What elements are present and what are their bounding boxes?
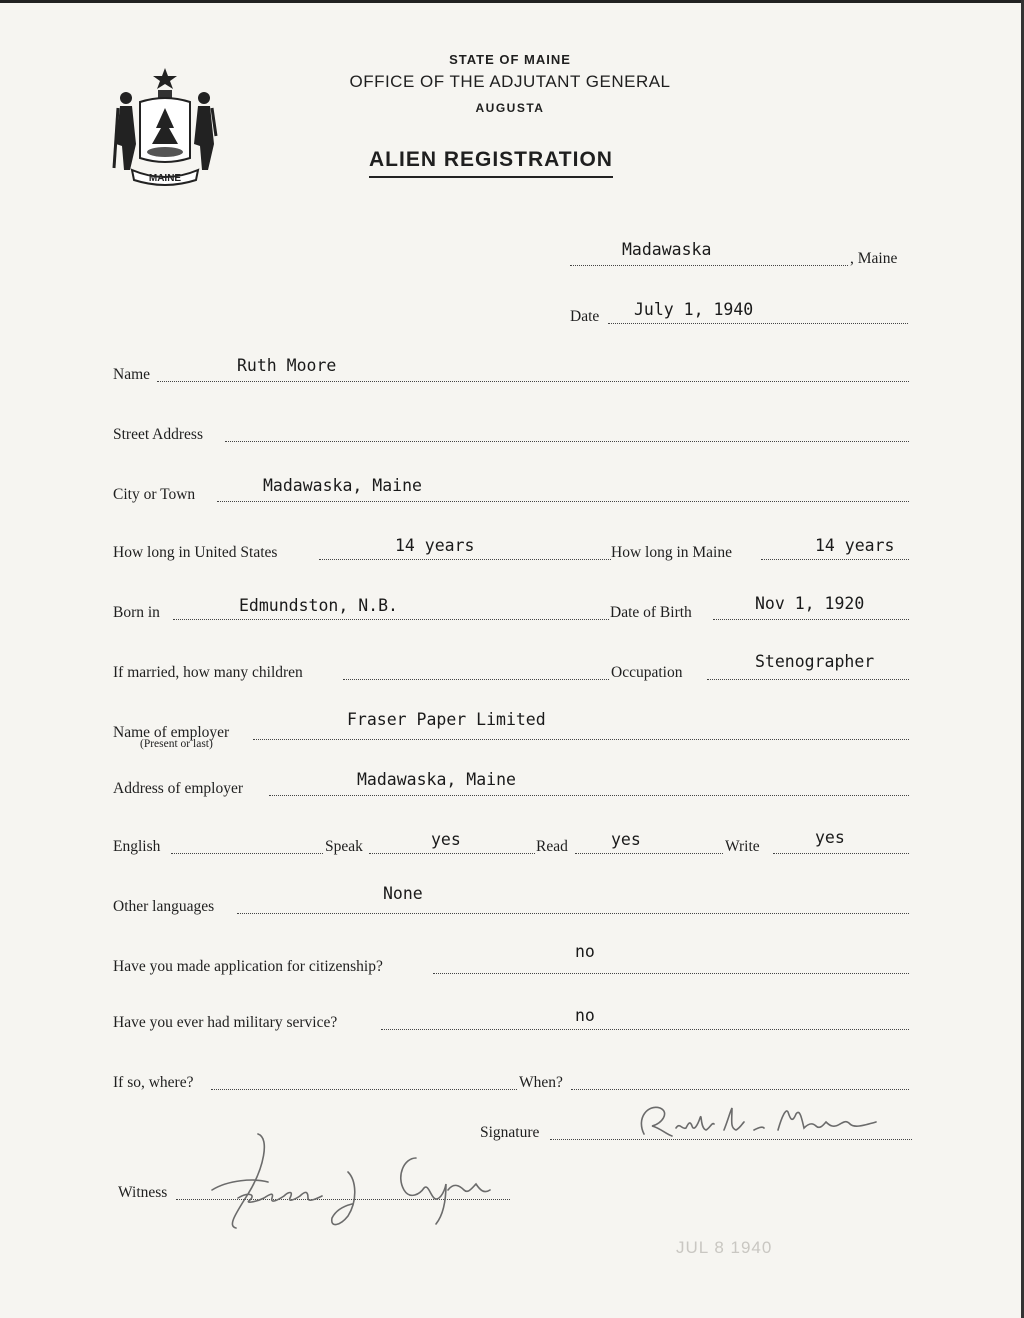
english-row: [113, 828, 911, 858]
name-row: [113, 356, 911, 386]
citizenship-line: [433, 973, 909, 974]
maine-years-line: [761, 559, 909, 560]
occupation-label: Occupation: [611, 664, 683, 681]
employer-sublabel: (Present or last): [140, 738, 213, 750]
military-value[interactable]: no: [575, 1006, 595, 1025]
read-label: Read: [536, 838, 568, 855]
speak-label: Speak: [325, 838, 363, 855]
where-label: If so, where?: [113, 1074, 194, 1091]
dob-line: [713, 619, 909, 620]
form-title: ALIEN REGISTRATION: [369, 148, 613, 178]
military-label: Have you ever had military service?: [113, 1014, 338, 1031]
other-languages-row: [113, 884, 911, 918]
born-label: Born in: [113, 604, 160, 621]
witness-label: Witness: [118, 1184, 168, 1201]
write-line: [773, 853, 909, 854]
street-row: [113, 422, 911, 446]
military-line: [381, 1029, 909, 1030]
maine-years-label: How long in Maine: [611, 544, 732, 561]
other-languages-value[interactable]: None: [383, 884, 423, 903]
city-label: City or Town: [113, 486, 196, 503]
citizenship-label: Have you made application for citizenship?: [113, 958, 383, 975]
other-languages-label: Other languages: [113, 898, 215, 915]
employer-address-value[interactable]: Madawaska, Maine: [357, 770, 516, 789]
date-value[interactable]: July 1, 1940: [634, 300, 754, 319]
read-line: [575, 853, 723, 854]
born-value[interactable]: Edmundston, N.B.: [239, 596, 398, 615]
where-line: [211, 1089, 517, 1090]
employer-address-row: [113, 770, 911, 800]
name-label: Name: [113, 366, 151, 383]
where-row: [113, 1070, 911, 1094]
date-label: Date: [570, 308, 600, 325]
date-row: [570, 300, 910, 328]
citizenship-value[interactable]: no: [575, 942, 595, 961]
header-state: STATE OF MAINE: [449, 52, 571, 67]
seal-text: MAINE: [148, 173, 182, 184]
employer-value[interactable]: Fraser Paper Limited: [347, 710, 546, 729]
us-years-line: [319, 559, 611, 560]
write-label: Write: [725, 838, 760, 855]
speak-line: [369, 853, 535, 854]
witness-signature-image: [198, 1128, 498, 1238]
signature-image: [626, 1098, 886, 1142]
employer-address-label: Address of employer: [113, 780, 243, 797]
family-row: [113, 652, 911, 684]
received-stamp: JUL 8 1940: [676, 1238, 773, 1257]
us-years-value[interactable]: 14 years: [395, 536, 475, 555]
write-value[interactable]: yes: [815, 828, 845, 847]
other-languages-line: [237, 913, 909, 914]
us-years-label: How long in United States: [113, 544, 278, 561]
birth-row: [113, 594, 911, 624]
street-line: [225, 441, 909, 442]
military-row: [113, 1006, 911, 1034]
name-value[interactable]: Ruth Moore: [237, 356, 337, 375]
residence-row: [113, 536, 911, 564]
employer-row: [113, 710, 911, 750]
place-value[interactable]: Madawaska: [622, 240, 712, 259]
street-label: Street Address: [113, 426, 203, 443]
occupation-line: [707, 679, 909, 680]
children-line: [343, 679, 609, 680]
employer-address-line: [269, 795, 909, 796]
born-line: [173, 619, 609, 620]
english-label: English: [113, 838, 161, 855]
header-city: AUGUSTA: [475, 101, 545, 115]
top-border: [0, 0, 1024, 3]
citizenship-row: [113, 942, 911, 978]
city-line: [217, 501, 909, 502]
maine-years-value[interactable]: 14 years: [815, 536, 895, 555]
place-line: [570, 265, 848, 266]
employer-label: Name of employer: [113, 724, 230, 741]
employer-line: [253, 739, 909, 740]
date-line: [608, 323, 908, 324]
children-label: If married, how many children: [113, 664, 303, 681]
dob-label: Date of Birth: [610, 604, 692, 621]
signature-label: Signature: [480, 1124, 540, 1141]
maine-seal-icon: [112, 66, 218, 186]
occupation-value[interactable]: Stenographer: [755, 652, 875, 671]
speak-value[interactable]: yes: [431, 830, 461, 849]
city-row: [113, 476, 911, 506]
when-line: [571, 1089, 909, 1090]
when-label: When?: [519, 1074, 563, 1091]
city-value[interactable]: Madawaska, Maine: [263, 476, 422, 495]
place-row: [570, 240, 910, 270]
dob-value[interactable]: Nov 1, 1920: [755, 594, 865, 613]
name-line: [157, 381, 909, 382]
english-line: [171, 853, 323, 854]
place-suffix: , Maine: [850, 250, 898, 267]
header-office: OFFICE OF THE ADJUTANT GENERAL: [349, 72, 671, 91]
read-value[interactable]: yes: [611, 830, 641, 849]
